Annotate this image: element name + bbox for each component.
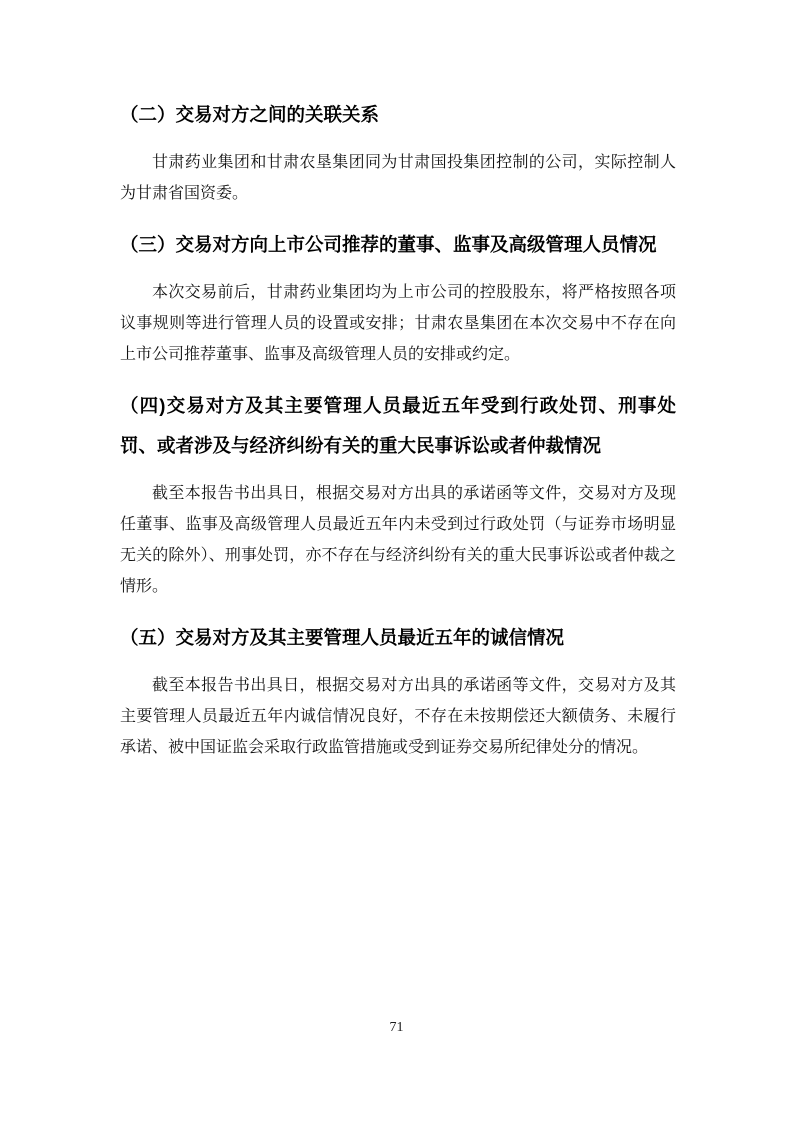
section-recommended-personnel (120, 225, 676, 370)
section-paragraph: 本次交易前后，甘肃药业集团均为上市公司的控股股东，将严格按照各项议事规则等进行管理人员的设置或安排；甘肃农垦集团在本次交易中不存在向上市公司推荐董事、监事及高级管理人员的安排或约定。 (120, 284, 676, 363)
section-paragraph: 截至本报告书出具日，根据交易对方出具的承诺函等文件，交易对方及其主要管理人员最近五年内诚信情况良好，不存在未按期偿还大额债务、未履行承诺、被中国证监会采取行政监管措施或受到证券交易所纪律处分的情况。 (120, 677, 676, 756)
section-heading: （四)交易对方及其主要管理人员最近五年受到行政处罚、刑事处罚、或者涉及与经济纠纷有关的重大民事诉讼或者仲裁情况 (120, 395, 676, 456)
section-penalties-litigation (120, 386, 676, 602)
section-paragraph: 截至本报告书出具日，根据交易对方出具的承诺函等文件，交易对方及现任董事、监事及高级管理人员最近五年内未受到过行政处罚（与证券市场明显无关的除外）、刑事处罚，亦不存在与经济纠纷有关的重大民事诉讼或者仲裁之情形。 (120, 485, 676, 595)
page-number: 71 (389, 1020, 404, 1035)
section-paragraph: 甘肃药业集团和甘肃农垦集团同为甘肃国投集团控制的公司，实际控制人为甘肃省国资委。 (120, 154, 676, 202)
section-heading: （五）交易对方及其主要管理人员最近五年的诚信情况 (120, 627, 565, 648)
section-integrity (120, 618, 676, 763)
section-heading: （二）交易对方之间的关联关系 (120, 104, 380, 125)
section-heading: （三）交易对方向上市公司推荐的董事、监事及高级管理人员情况 (120, 234, 657, 255)
section-related-relationship (120, 95, 676, 209)
